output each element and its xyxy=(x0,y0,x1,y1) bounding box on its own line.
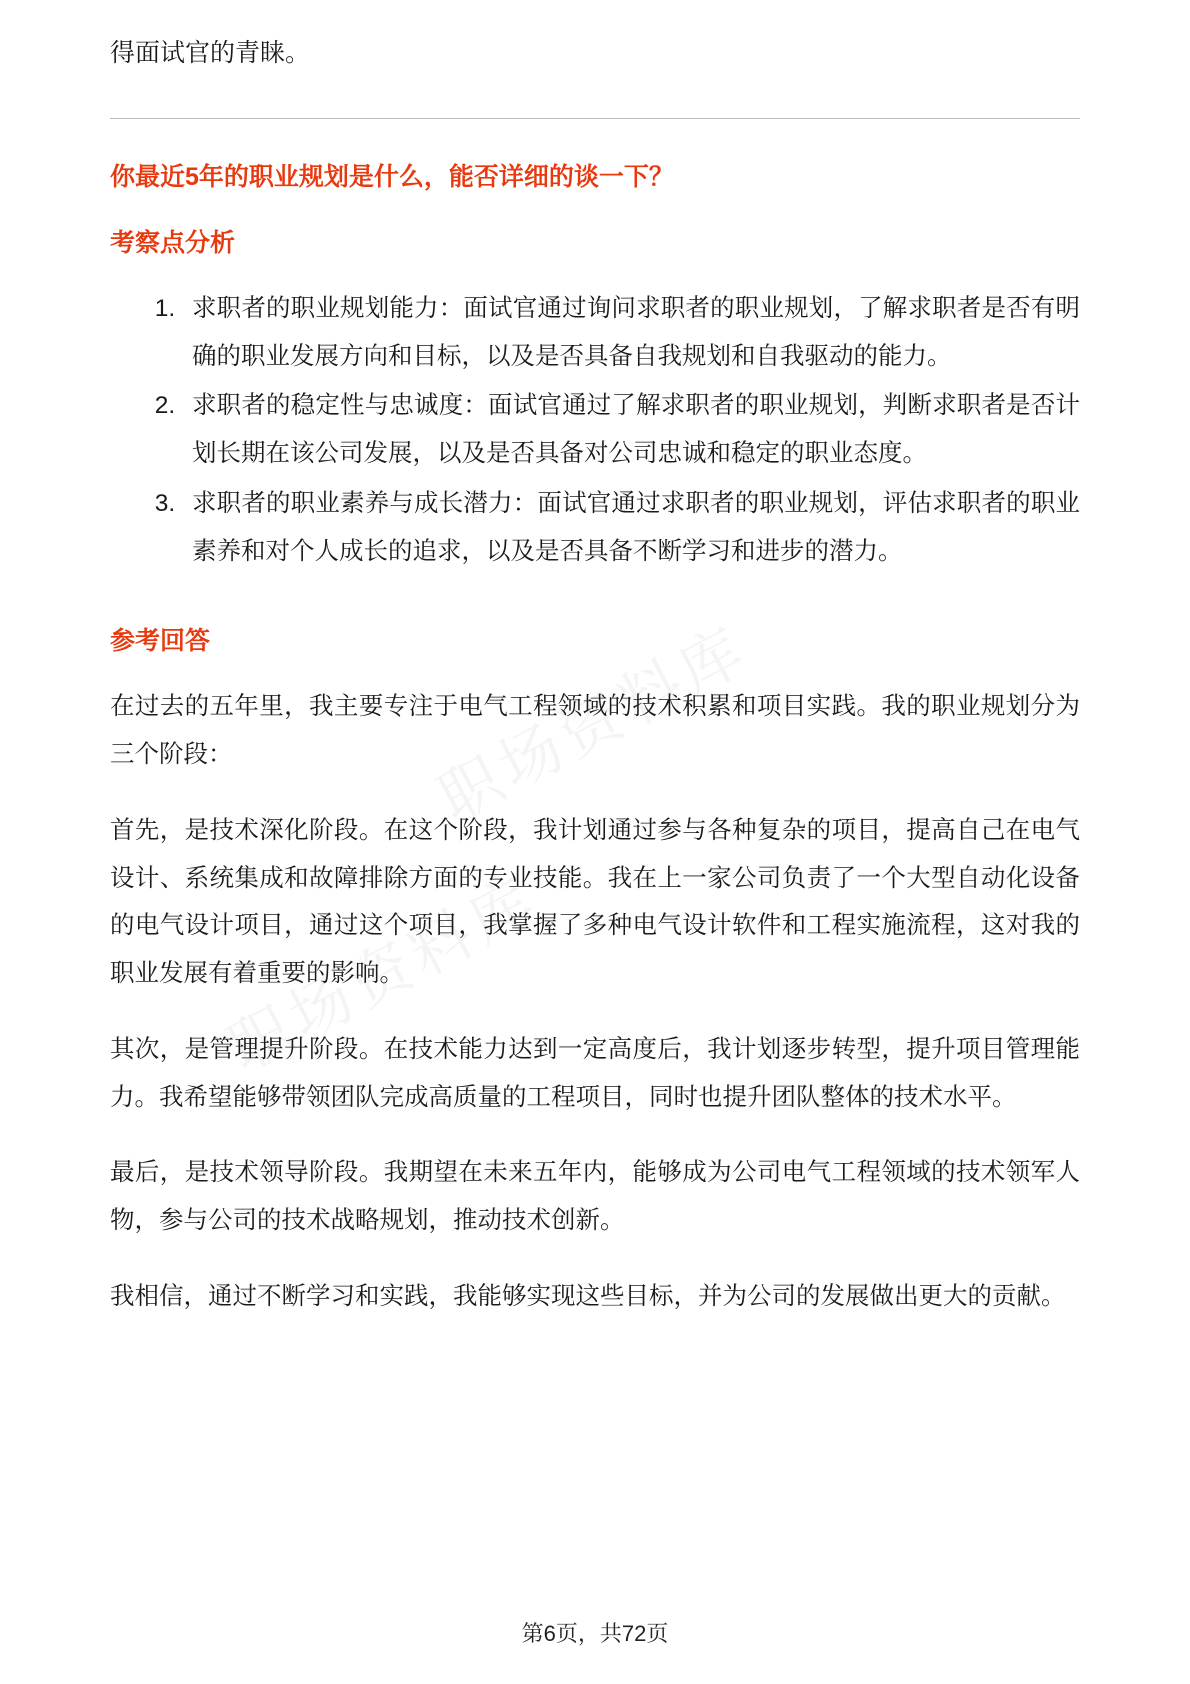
list-item: 1. 求职者的职业规划能力：面试官通过询问求职者的职业规划，了解求职者是否有明确的职业发展方向和目标，以及是否具备自我规划和自我驱动的能力。 xyxy=(182,285,1080,381)
page-footer: 第6页，共72页 xyxy=(521,1621,669,1646)
document-content xyxy=(110,32,1080,1321)
carry-over-paragraph: 得面试官的青睐。 xyxy=(110,39,311,67)
answer-paragraph: 在过去的五年里，我主要专注于电气工程领域的技术积累和项目实践。我的职业规划分为三个阶段： xyxy=(110,693,1080,769)
section-divider xyxy=(110,118,1080,119)
list-item: 2. 求职者的稳定性与忠诚度：面试官通过了解求职者的职业规划，判断求职者是否计划长期在该公司发展，以及是否具备对公司忠诚和稳定的职业态度。 xyxy=(182,382,1080,478)
answer-paragraph: 最后，是技术领导阶段。我期望在未来五年内，能够成为公司电气工程领域的技术领军人物，参与公司的技术战略规划，推动技术创新。 xyxy=(110,1159,1080,1235)
answer-paragraph: 首先，是技术深化阶段。在这个阶段，我计划通过参与各种复杂的项目，提高自己在电气设计、系统集成和故障排除方面的专业技能。我在上一家公司负责了一个大型自动化设备的电气设计项目，通过这个项目，我掌握了多种电气设计软件和工程实施流程，这对我的职业发展有着重要的影响。 xyxy=(110,816,1080,988)
question-title: 你最近5年的职业规划是什么，能否详细的谈一下？ xyxy=(110,162,674,191)
list-item: 3. 求职者的职业素养与成长潜力：面试官通过求职者的职业规划，评估求职者的职业素养和对个人成长的追求，以及是否具备不断学习和进步的潜力。 xyxy=(182,480,1080,576)
answer-paragraph: 其次，是管理提升阶段。在技术能力达到一定高度后，我计划逐步转型，提升项目管理能力。我希望能够带领团队完成高质量的工程项目，同时也提升团队整体的技术水平。 xyxy=(110,1035,1080,1111)
analysis-list xyxy=(110,285,1080,576)
analysis-heading: 考察点分析 xyxy=(110,228,236,257)
answer-paragraph: 我相信，通过不断学习和实践，我能够实现这些目标，并为公司的发展做出更大的贡献。 xyxy=(110,1283,1066,1310)
answer-heading: 参考回答 xyxy=(110,627,211,656)
